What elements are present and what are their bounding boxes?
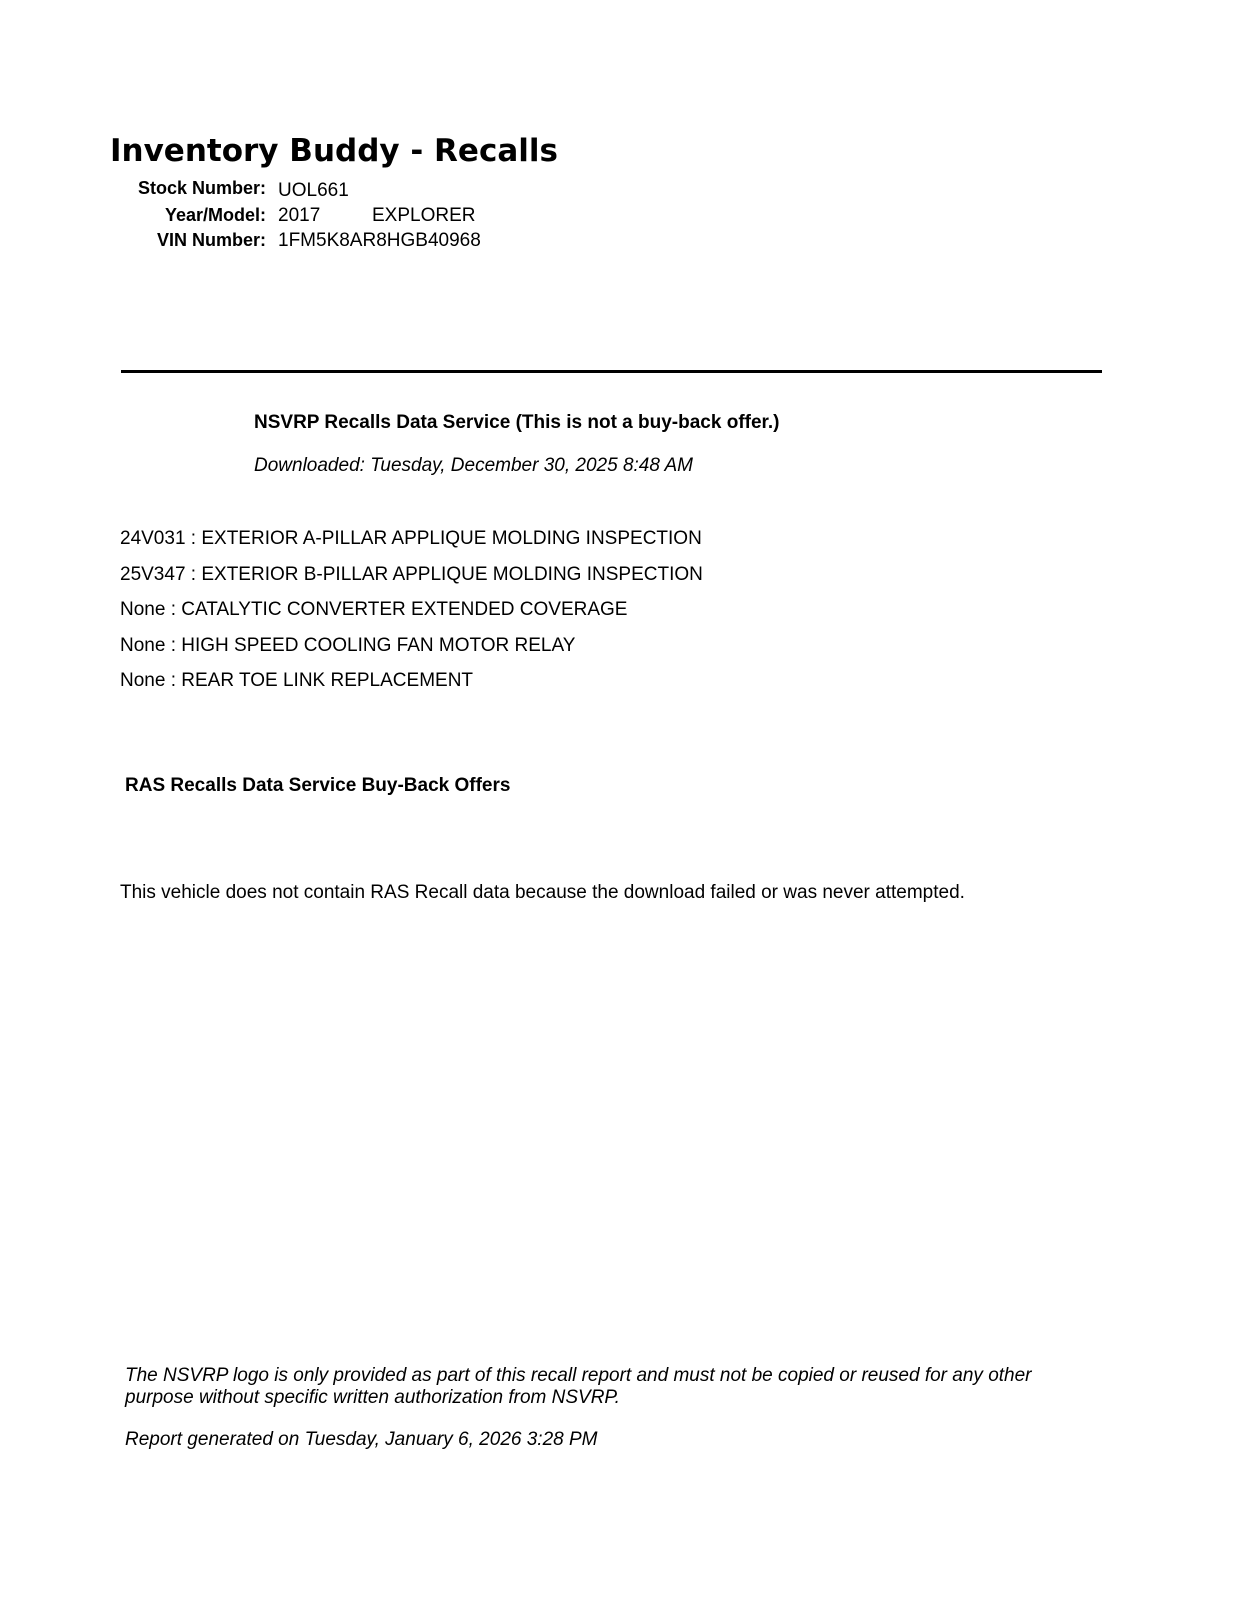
ras-section-heading: RAS Recalls Data Service Buy-Back Offers bbox=[125, 775, 511, 796]
year-value: 2017 bbox=[278, 205, 321, 226]
recall-item: None : REAR TOE LINK REPLACEMENT bbox=[120, 670, 474, 691]
recall-item: None : HIGH SPEED COOLING FAN MOTOR RELAY bbox=[120, 634, 576, 656]
ras-status-message: This vehicle does not contain RAS Recall data because the download failed or was never attempted. bbox=[120, 882, 965, 903]
vin-number-value: 1FM5K8AR8HGB40968 bbox=[278, 230, 481, 251]
nsvrp-section-heading: NSVRP Recalls Data Service (This is not a buy-back offer.) bbox=[254, 412, 780, 433]
section-divider bbox=[121, 370, 1102, 373]
page-title: Inventory Buddy - Recalls bbox=[110, 133, 558, 169]
recall-item: 24V031 : EXTERIOR A-PILLAR APPLIQUE MOLDING INSPECTION bbox=[120, 528, 702, 549]
recall-list bbox=[120, 528, 703, 706]
recall-item: 25V347 : EXTERIOR B-PILLAR APPLIQUE MOLDING INSPECTION bbox=[120, 563, 703, 585]
report-generated-timestamp: Report generated on Tuesday, January 6, 2026 3:28 PM bbox=[125, 1429, 598, 1450]
year-model-label: Year/Model: bbox=[164, 205, 266, 225]
nsvrp-downloaded-timestamp: Downloaded: Tuesday, December 30, 2025 8:48 AM bbox=[254, 455, 694, 476]
model-value: EXPLORER bbox=[372, 205, 476, 226]
logo-disclaimer: The NSVRP logo is only provided as part of this recall report and must not be copied or reused for any other purpose without specific written authorization from NSVRP. bbox=[125, 1365, 1032, 1408]
vin-number-label: VIN Number: bbox=[156, 230, 266, 250]
stock-number-label: Stock Number: bbox=[137, 178, 266, 198]
stock-number-value: UOL661 bbox=[278, 180, 349, 201]
recall-item: None : CATALYTIC CONVERTER EXTENDED COVERAGE bbox=[120, 599, 628, 620]
